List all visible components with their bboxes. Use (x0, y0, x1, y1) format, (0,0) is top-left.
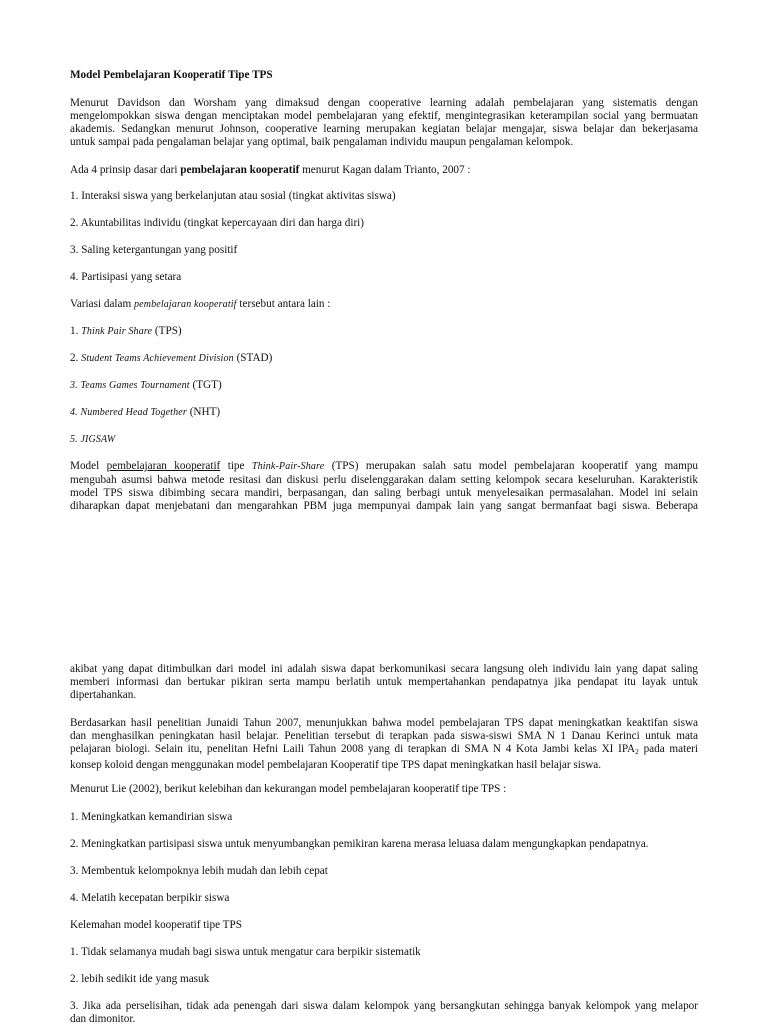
variation-abbr: (NHT) (186, 406, 221, 418)
tps-line: model TPS siswa dibimbing secara mandiri, berpasangan, dan saling berbagi untuk menyelesaikan permasalahan. Model ini selain (70, 486, 698, 499)
tps-text: (TPS) merupakan salah satu model pembelajaran kooperatif yang mampu (324, 460, 699, 472)
principle-item: 4. Partisipasi yang setara (70, 271, 182, 283)
variation-abbr: (TPS) (152, 325, 182, 337)
variation-name: 4. Numbered Head Together (70, 407, 187, 418)
akibat-line: memberi informasi dan bertukar pikiran serta mampu berlatih untuk mempertahankan pendapatnya jika pendapat itu layak untuk (70, 675, 698, 688)
variation-item (70, 379, 698, 393)
variasi-intro-after: tersebut antara lain : (236, 298, 331, 310)
principles-intro-bold: pembelajaran kooperatif (180, 164, 300, 176)
tps-underlined: pembelajaran kooperatif (106, 460, 221, 472)
intro-line: untuk sampai pada pengalaman belajar yang optimal, baik pengalaman individu maupun pengalaman kelompok. (70, 135, 574, 148)
akibat-line: dipertahankan. (70, 688, 137, 701)
principles-intro-text: Ada 4 prinsip dasar dari (70, 164, 181, 176)
tps-line: diharapkan dapat menjebatani dan mengarahkan PBM juga mempunyai dampak lain yang sangat bermanfaat bagi siswa. Beberapa (70, 499, 698, 512)
variation-name: 3. Teams Games Tournament (70, 380, 190, 391)
principle-item: 1. Interaksi siswa yang berkelanjutan atau sosial (tingkat aktivitas siswa) (70, 190, 396, 202)
tps-text: Model (70, 460, 107, 472)
lie-intro: Menurut Lie (2002), berikut kelebihan dan kekurangan model pembelajaran kooperatif tipe TPS : (70, 783, 507, 795)
variation-name: 5. JIGSAW (70, 434, 116, 445)
akibat-paragraph (70, 663, 698, 702)
akibat-line: akibat yang dapat ditimbulkan dari model ini adalah siswa dapat berkomunikasi secara langsung oleh individu lain yang dapat saling (70, 663, 698, 675)
variasi-intro-text: Variasi dalam (70, 298, 134, 310)
weakness-item: 1. Tidak selamanya mudah bagi siswa untuk mengatur cara berpikir sistematik (70, 946, 421, 958)
intro-line: mengelompokkan siswa dengan menciptakan model pembelajaran yang efektif, mengintegrasikan keterampilan social yang bermuatan (70, 109, 698, 122)
intro-line: Menurut Davidson dan Worsham yang dimaksud dengan cooperative learning adalah pembelajaran yang sistematis dengan (70, 97, 698, 109)
weakness-line: 3. Jika ada perselisihan, tidak ada penengah dari siswa dalam kelompok yang bersangkutan sehingga banyak kelompok yang melapor (70, 1000, 698, 1012)
variation-number: 2. (70, 352, 82, 364)
principles-intro-source: menurut Kagan dalam Trianto, 2007 : (299, 164, 471, 176)
research-paragraph (70, 717, 698, 772)
variation-name: Student Teams Achievement Division (81, 353, 234, 364)
principle-item: 3. Saling ketergantungan yang positif (70, 244, 238, 256)
research-line: dan menghasilkan peningkatan hasil belajar. Penelitian tersebut di terapkan pada siswa-siswi SMA N 1 Danau Kerinci untuk mata (70, 729, 698, 742)
variasi-intro-italic: pembelajaran kooperatif (134, 299, 237, 310)
principles-intro (70, 164, 698, 177)
subscript: 2 (635, 746, 639, 756)
tps-italic: Think-Pair-Share (251, 461, 325, 472)
variation-item (70, 406, 698, 420)
advantage-item: 4. Melatih kecepatan berpikir siswa (70, 892, 230, 904)
intro-line: akademis. Sedangkan menurut Johnson, cooperative learning merupakan kegiatan belajar mengajar, siswa belajar dan bekerjasama (70, 122, 698, 135)
tps-line: mengubah asumsi bahwa metode resitasi dan diskusi perlu diselenggarakan dalam setting kelompok secara keseluruhan. Karakteristik (70, 473, 698, 486)
document-title: Model Pembelajaran Kooperatif Tipe TPS (70, 69, 273, 81)
weakness-item: 2. lebih sedikit ide yang masuk (70, 973, 210, 985)
variasi-intro (70, 298, 698, 312)
weakness-line: dan dimonitor. (70, 1012, 136, 1025)
principle-item: 2. Akuntabilitas individu (tingkat kepercayaan diri dan harga diri) (70, 217, 365, 229)
variation-item (70, 352, 698, 366)
tps-line (70, 460, 698, 474)
research-line: konsep koloid dengan menggunakan model pembelajaran Kooperatif tipe TPS dapat meningkatkan hasil belajar siswa. (70, 758, 602, 771)
research-text: pada materi (638, 742, 698, 755)
variation-number: 1. (70, 325, 82, 337)
advantage-item: 3. Membentuk kelompoknya lebih mudah dan lebih cepat (70, 865, 328, 877)
tps-text: tipe (220, 460, 252, 472)
tps-paragraph (70, 460, 698, 513)
intro-paragraph (70, 97, 698, 149)
variation-item (70, 325, 698, 339)
research-line (70, 743, 698, 759)
research-text: pelajaran biologi. Selain itu, penelitan Hefni Laili Tahun 2008 yang di terapkan di SMA N 4 Kota Jambi kelas XI IPA (70, 742, 636, 755)
advantage-item: 2. Meningkatkan partisipasi siswa untuk menyumbangkan pemikiran karena merasa leluasa dalam mengungkapkan pendapatnya. (70, 838, 649, 850)
variation-abbr: (TGT) (189, 379, 222, 391)
variation-name: Think Pair Share (81, 326, 153, 337)
research-line: Berdasarkan hasil penelitian Junaidi Tahun 2007, menunjukkan bahwa model pembelajaran TPS dapat meningkatkan keaktifan siswa (70, 717, 698, 729)
weakness-item (70, 1000, 698, 1026)
weakness-title: Kelemahan model kooperatif tipe TPS (70, 919, 242, 931)
variation-item (70, 433, 698, 447)
variation-abbr: (STAD) (233, 352, 273, 364)
advantage-item: 1. Meningkatkan kemandirian siswa (70, 811, 233, 823)
